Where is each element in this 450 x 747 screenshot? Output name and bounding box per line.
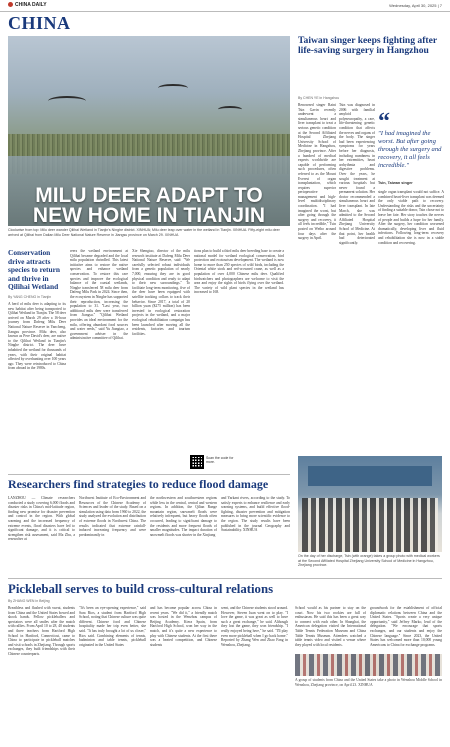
discharge-photo-caption: On the day of her discharge, Tsin (with orange) takes a group photo with medical workers at the Second Affiliated Hospital Zhejiang University School of Medicine in Hangzhou, Zhejiang province. — [298, 554, 440, 567]
pickleball-byline: By ZHANG WEN in Beijing — [8, 599, 50, 603]
wetland-column-3: Xie Shengtao, director of the milu research institute at Dafeng Milu Deer National Nature Reserve, said: "We carefully selected robust individuals from a genetic population of nearly 7,000, ensuring they are in good physical condition and ready to adapt to their new surroundings." To facilitate long-term monitoring, five of the deer have been equipped with satellite tracking collars to track their behavior. Since 2017, a total of 20 billion yuan ($275 million) has been invested in ecological restoration projects in the wetland, and a major ecological rehabilitation campaign has been launched after moving all the residents, factories and tourism facilities. — [132, 249, 190, 336]
section-title: CHINA — [8, 13, 71, 33]
taiwan-column-3: single organ transplant would not suffice. A combined heart-liver transplant was deemed the only viable path to recovery. Understanding the risks and the uncertainty of finding a suitable donor, Tsin chose not to leave her fate. Her story touches the nerves of people and builds a hope for her family. After the surgery, her condition worsened dramatically, developing liver and fluid infections. Following long-term recovery and rehabilitation she is now in a stable condition and recovering. — [378, 190, 444, 245]
quote-mark-icon: “ — [378, 109, 390, 135]
wetland-column-4: tions plan to build a third milu deer breeding base to create a national model for wetland ecological conservation, bird protection and ecotourism development. The wetland is now home to more than 250 species of wild birds, including the Oriental white stork and red-crowned crane, as well as a population of over 4,000 Chinese milu deer. Qualified birdwatchers and photographers are welcome to visit the area and enjoy the sights of birds flying over the wetland. The variety of wild plant species in the wetland has increased to 168. — [194, 249, 284, 295]
wetland-column-2: reers the wetland environment at Qilihai became degraded and the local milu population dwindled. This latest initiative aims to restore the native species and enhance wetland conservation. To restore this rare species and improve the ecological balance of the coastal wetlands, Ninghe transferred 58 milu deer from Dafeng Milu Park in 2024. Since then, the ecosystem in Ninghe has supported their reproduction, increasing the population to 31. "Last year, two additional milu deer were transferred from Jiangsu." "Qilihai Wetland provides an ideal environment for the milu, offering abundant food sources and water reeds," said Yu Jiangtao, a government adviser in the administrative committee of Qilihai. — [70, 249, 128, 341]
hero-caption: Clockwise from top: Milu deer wander Qilihai Wetland in Tianjin's Ninghe district. XINHUA; Milu deer leap over water in the wetland in Tianjin. XINHUA. Fifty-eight milu deer arrived at Qilihai from Dalian Milu Deer National Nature Reserve in Jiangsu province on March 29. XINHUA — [8, 228, 280, 237]
pickleball-column-6: groundwork for the establishment of official diplomatic relations between China and the United States. "Sports create a very unique opportunity," said Jeffrey Marko, lead of the delegation. "We encourage that sports exchanges, and our students and enjoy the Chinese language." Since 2023, the United States has welcomed more than 10,000 young Americans to China for exchange programs. — [370, 606, 442, 647]
masthead — [0, 0, 450, 12]
climate-column-4: and Yarkant rivers, according to the study. To satisfy experts to enhance resilience and early warning systems, and build effective flood-fighting, disaster prevention and mitigation measures to bring more scientific evidence to the region. The study results have been published in the journal Geography and Sustainability. XINHUA — [221, 496, 290, 533]
pickleball-photo-caption: A group of students from China and the United States take a photo in Wenzhou Middle School in Wenzhou, Zhejiang province, on April 23. XINHUA — [295, 678, 442, 687]
hero-photo — [8, 36, 290, 226]
pickleball-photo — [295, 654, 442, 676]
qr-code[interactable] — [190, 455, 204, 469]
hospital-banner — [308, 466, 432, 486]
deer-silhouette — [48, 96, 86, 106]
pickleball-column-4: went, and the Chinese students stood around. However, Steven Juan went on to play. "I love the game, it was great as well to have such a great exchange," he said. Although they lost the game, they won friendship. "I really enjoyed being here," he said. "I'll play even more pickleball when I go back home." Reported by Zhang Wen and Zhao Fang in Wenzhou, Zhejiang. — [221, 606, 288, 647]
group-of-people — [302, 498, 438, 552]
taiwan-column-1: Renowned singer Raini Tsin Gavin recently underwent a simultaneous heart and liver transplant to treat a serious genetic condition at the Second Affiliated Hospital Zhejiang University School of Medicine in Hangzhou, Zhejiang province. After a hundred of medical experts worldwide are capable of performing such procedures, often referred to as the Mount Everest of organ transplantation, which requires superior perioperative management and high-level multidisciplinary coordination. "I had imagined the worst, but after going through the surgery and recovery, it all feels incredible," Tsin posted on Weibo around four days after the surgery in April. — [298, 103, 336, 241]
taiwan-byline: By CHEN YE in Hangzhou — [298, 96, 340, 100]
taiwan-headline: Taiwan singer keeps fighting after life-saving surgery in Hangzhou — [298, 35, 437, 57]
pickleball-headline: Pickleball serves to build cross-cultural relations — [8, 582, 274, 596]
deer-silhouette — [158, 84, 188, 92]
pull-quote: "I had imagined the worst. But after going through the surgery and recovery, it all feels incredible." — [378, 130, 442, 169]
pickleball-column-2: "It's been an eye-opening experience," said Sara Rios, a student from Hartford High School, noting that Chinese culture was quite different. Chinese food and Chinese hospitality made her trip even better, she said. "It has truly brought a lot of us closer," Rios said. Combining elements of tennis, badminton and table tennis, pickleball originated in the United States — [79, 606, 146, 647]
pickleball-column-5: School would as his partner to stay on the court. Now his two rookies are full of enthusiasm. He said this has been a great way to connect with each other. In Shanghai, the American delegation visited the International Table Tennis Federation Museum and China Table Tennis Museum. Attendees watched a table tennis video and visited a venue where they played with local residents. — [295, 606, 366, 647]
logo-icon — [8, 2, 13, 7]
divider — [8, 474, 290, 475]
wetland-column-1: A herd of milu deer is adapting to its new habitat after being transported to Qilihai Wetland in Tianjin. The 58 deer arrived on March 29 after a 16-hour journey from Dafeng Milu Deer National Nature Reserve in Yancheng, Jiangsu province. Milu deer, also known as Pere David's deer, are native to the Qilihai Wetland in Tianjin's Ninghe district. The deer have inhabited the wetland for thousands of years, with their original habitat affected by overhunting over 100 years ago. They were reintroduced to China from abroad in the 1980s. — [8, 302, 66, 371]
climate-headline: Researchers find strategies to reduce flood damage — [8, 477, 269, 491]
hero-title: MILU DEER ADAPT TO NEW HOME IN TIANJIN — [32, 184, 266, 226]
discharge-photo — [298, 456, 442, 552]
students-group — [295, 654, 442, 676]
issue-date: Wednesday, April 30, 2025 | 7 — [389, 3, 442, 8]
taiwan-column-2: Tsin was diagnosed in 2006 with familial amyloid polyneuropathy, a rare, life-threatening genetic condition that affects the nerves and organs of the body. The singer had been experiencing symptoms for years before her diagnosis, including numbness in her extremities, heart arrhythmia and digestive problems. Over the years, he sought treatment at various hospitals but never found a permanent solution. Her doctor recommended a simultaneous heart and liver transplant. In late March, she was admitted to the Second Affiliated Hospital Zhejiang University School of Medicine. At that point, her health had deteriorated significantly. — [339, 103, 375, 245]
wetland-byline: By YANG CHENG in Tianjin — [8, 295, 52, 299]
qr-label: Scan the code for more. — [206, 456, 234, 465]
pickleball-column-1: Breathless and flushed with sweat, students from China and the United States bowed and shook hands. Fellow pickleballers and spectators were all smiles after the match with rallies. From April 10 to 28, 40 students and three teachers from Hartford High School in Hartford, Connecticut, came to China to participate in pickleball matches and visit schools in Zhejiang. Through sports exchanges, they built friendships with their Chinese counterparts. — [8, 606, 75, 656]
pull-quote-attribution: Tsin, Taiwan singer — [378, 181, 413, 185]
climate-column-2: Northwest Institute of Eco-Environment and Resources of the Chinese Academy of Sciences and leader of the study. Based on a simulation using data from 1960 to 2022, the study analyzed the evolution and distribution of extreme floods in Northwest China. The results indicated that extreme rainfall-induced increasing frequency and were predominantly in — [79, 496, 146, 537]
deer-silhouette — [218, 106, 242, 113]
divider — [8, 578, 442, 579]
wetland-headline: Conservation drive attracts species to return and thrive in Qilihai Wetland — [8, 248, 60, 292]
climate-column-3: the northwestern and southwestern regions while less in the central, central and western regions. In addition, the Qilian Range mountain region, snowmelt floods were relatively infrequent, but heavy floods often occurred, leading to significant damage to the residents and more frequent floods of smaller magnitudes. The impact duration of snowmelt floods was shorter in the Xinjiang — [150, 496, 217, 537]
pickleball-column-3: and has become popular across China in recent years. "We did it," a friendly match was hosted in the Wenzhou campus of Beijing Academy. Kiera Spain, from Hartford High School, won her way in the match, and it's quite a new experience to play with Chinese students. At the first there was a heated competition, and Chinese students — [150, 606, 217, 647]
newspaper-logo — [8, 2, 47, 8]
logo-text: CHINA DAILY — [15, 2, 47, 8]
climate-column-1: LANZHOU — Climate researchers conducted a study covering 6,000 floods and disaster risks in China's mid-latitude region, finding new promise for disaster prevention and control in the region. With global warming and the increased frequency of extreme events, flood disasters have led to significant damage, and it is critical to strengthen risk assessment, said Ma Zhu, a researcher at — [8, 496, 75, 542]
